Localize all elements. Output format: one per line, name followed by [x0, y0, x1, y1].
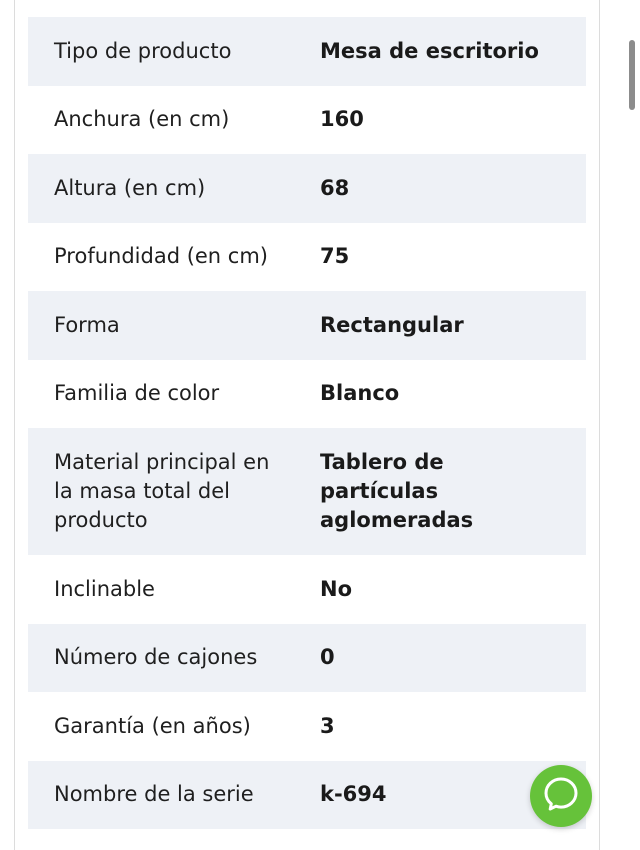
product-spec-table [28, 17, 586, 829]
spec-row-height [28, 154, 586, 223]
spec-label: Material principal en la masa total del producto [54, 450, 270, 532]
spec-value: 68 [320, 175, 350, 200]
spec-row-shape [28, 291, 586, 360]
spec-value: 3 [320, 713, 335, 738]
scrollbar-thumb[interactable] [629, 40, 635, 110]
spec-row-color-family [28, 360, 586, 429]
spec-row-drawers [28, 624, 586, 693]
spec-label: Familia de color [54, 381, 220, 406]
spec-row-main-material [28, 428, 586, 555]
spec-row-width [28, 86, 586, 155]
spec-label: Inclinable [54, 576, 155, 601]
spec-value: 160 [320, 107, 364, 132]
spec-label: Número de cajones [54, 645, 258, 670]
spec-row-warranty [28, 692, 586, 761]
chat-button[interactable] [530, 765, 592, 827]
spec-value: k-694 [320, 782, 387, 807]
spec-label: Anchura (en cm) [54, 107, 230, 132]
spec-label: Forma [54, 312, 120, 337]
spec-row-depth [28, 223, 586, 292]
spec-label: Profundidad (en cm) [54, 244, 268, 269]
spec-value: 0 [320, 645, 335, 670]
spec-row-tiltable [28, 555, 586, 624]
spec-label: Garantía (en años) [54, 713, 251, 738]
spec-value: 75 [320, 244, 350, 269]
spec-value: Rectangular [320, 312, 464, 337]
spec-label: Tipo de producto [54, 38, 232, 63]
spec-label: Altura (en cm) [54, 175, 206, 200]
spec-row-product-type [28, 17, 586, 86]
spec-row-series-name [28, 761, 586, 830]
spec-value: Tablero de partículas aglomeradas [320, 450, 474, 532]
spec-value: Mesa de escritorio [320, 38, 539, 63]
spec-label: Nombre de la serie [54, 782, 254, 807]
spec-value: Blanco [320, 381, 400, 406]
chat-bubble-icon [542, 775, 580, 817]
spec-value: No [320, 576, 353, 601]
